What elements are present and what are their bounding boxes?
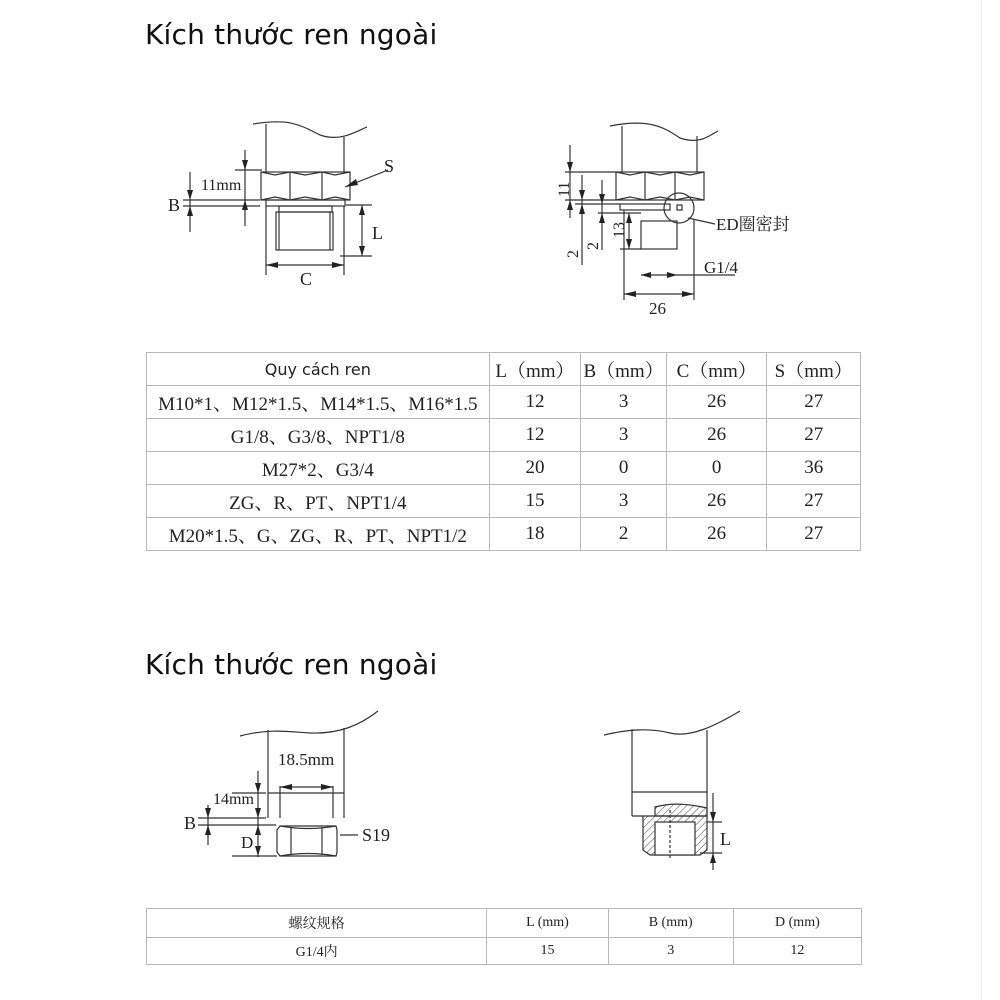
label-14mm: 14mm [213,791,254,808]
cell-s: 27 [767,386,861,419]
header-l: L（mm） [489,353,581,386]
table-row [147,386,861,419]
cell-b: 3 [581,485,667,518]
label-13: 13 [611,222,628,238]
section-1-heading: Kích thước ren ngoài [145,18,438,51]
cell-c: 26 [666,518,766,551]
external-thread-diagram-b [550,110,840,330]
internal-thread-diagram-a [170,700,410,870]
internal-thread-spec-table [146,908,862,965]
internal-thread-diagram-b [590,700,770,880]
label-l: L [372,223,383,243]
header-b: B (mm) [608,909,733,938]
page-edge-rule [981,0,982,1000]
cell-spec: M10*1、M12*1.5、M14*1.5、M16*1.5 [147,386,490,419]
label-d: D [241,833,254,852]
header-thread-spec: 螺纹规格 [147,909,487,938]
cell-b: 0 [581,452,667,485]
cell-c: 26 [666,419,766,452]
external-thread-diagram-a [160,110,430,310]
label-2b: 2 [585,242,602,250]
label-b: B [168,195,181,215]
header-thread-spec: Quy cách ren [147,353,490,386]
table-row [147,419,861,452]
section-2-heading: Kích thước ren ngoài [145,648,438,681]
cell-spec: M20*1.5、G、ZG、R、PT、NPT1/2 [147,518,490,551]
header-l: L (mm) [487,909,608,938]
cell-b: 3 [581,419,667,452]
cell-spec: G1/8、G3/8、NPT1/8 [147,419,490,452]
table-header-row [147,353,861,386]
label-c: C [300,269,313,289]
cell-l: 15 [487,938,608,965]
cell-s: 27 [767,419,861,452]
cell-b: 2 [581,518,667,551]
table-row [147,938,862,965]
table-row [147,518,861,551]
label-b: B [184,813,197,833]
cell-spec: G1/4内 [147,938,487,965]
label-11: 11 [556,181,573,197]
header-c: C（mm） [666,353,766,386]
label-26: 26 [649,299,666,318]
label-s19: S19 [362,825,391,845]
cell-b: 3 [581,386,667,419]
header-s: S（mm） [767,353,861,386]
cell-l: 12 [489,386,581,419]
label-11mm: 11mm [201,177,242,194]
cell-b: 3 [608,938,733,965]
thread-spec-table [146,352,861,551]
cell-c: 26 [666,485,766,518]
table-row [147,452,861,485]
cell-l: 15 [489,485,581,518]
cell-d: 12 [733,938,861,965]
cell-s: 27 [767,485,861,518]
cell-c: 0 [666,452,766,485]
table-header-row [147,909,862,938]
label-ed-seal: ED圈密封 [716,215,790,234]
header-b: B（mm） [581,353,667,386]
cell-l: 12 [489,419,581,452]
label-18-5mm: 18.5mm [278,750,335,769]
label-g1-4: G1/4 [704,258,738,277]
cell-spec: ZG、R、PT、NPT1/4 [147,485,490,518]
cell-c: 26 [666,386,766,419]
label-l: L [720,829,731,849]
label-s: S [384,156,395,176]
cell-spec: M27*2、G3/4 [147,452,490,485]
cell-l: 18 [489,518,581,551]
cell-s: 36 [767,452,861,485]
label-2a: 2 [565,250,582,258]
cell-l: 20 [489,452,581,485]
cell-s: 27 [767,518,861,551]
table-row [147,485,861,518]
header-d: D (mm) [733,909,861,938]
